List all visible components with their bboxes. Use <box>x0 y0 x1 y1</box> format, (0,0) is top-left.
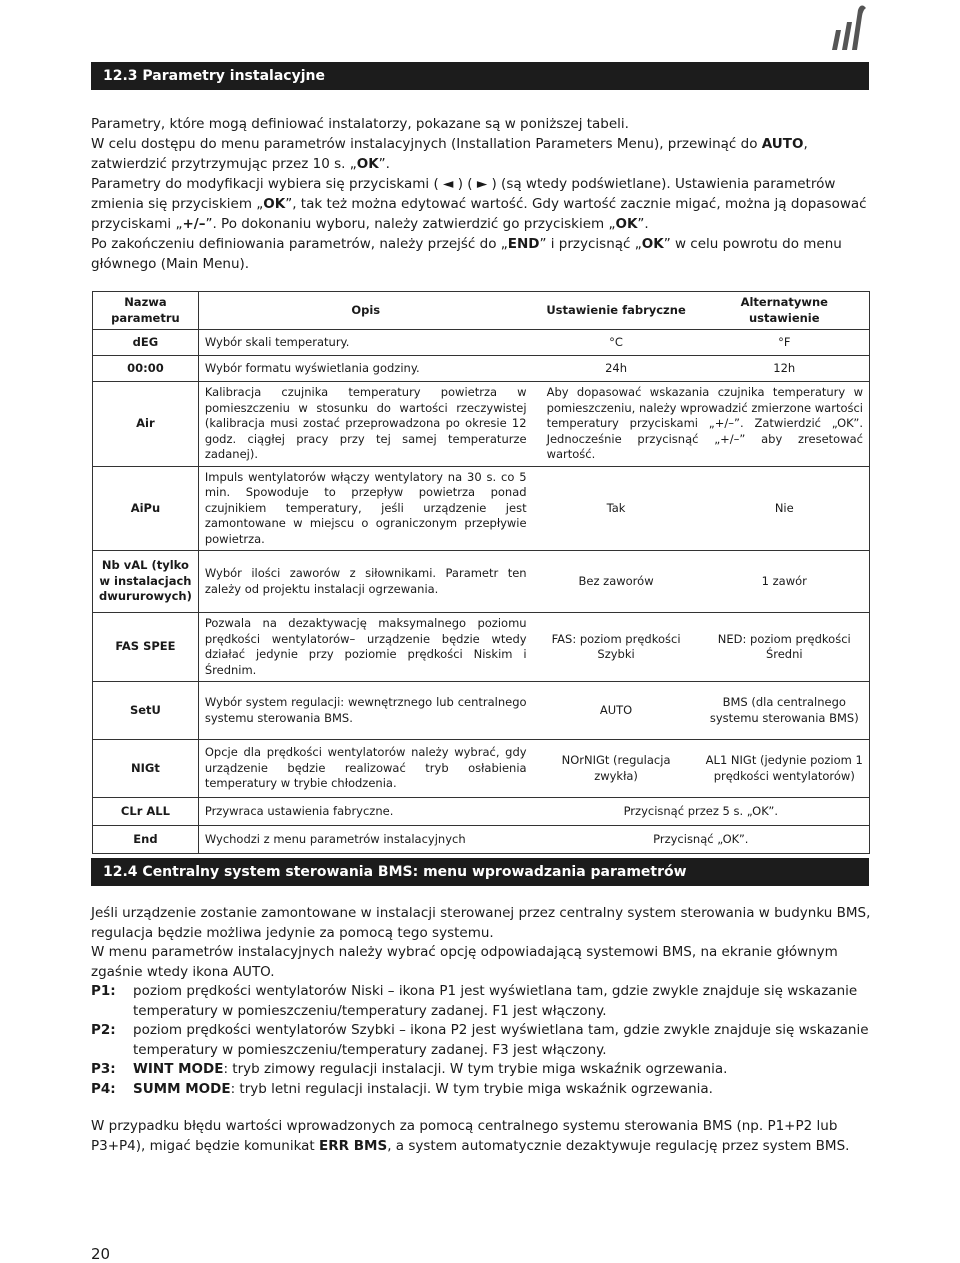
param-name: 00:00 <box>93 356 199 382</box>
bms-paragraph-2: W menu parametrów instalacyjnych należy wybrać opcję odpowiadającą systemowi BMS, na ekranie głównym zgaśnie wtedy ikona AUTO. <box>91 944 838 980</box>
bms-mode-text: SUMM MODE: tryb letni regulacji instalacji. W tym trybie miga wskaźnik ogrzewania. <box>133 1080 713 1097</box>
param-alternative-setting: NED: poziom prędkości Średni <box>700 613 870 682</box>
table-header-row <box>93 292 870 330</box>
bms-mode-label: P3: <box>91 1061 116 1077</box>
param-alternative-setting: 1 zawór <box>700 551 870 613</box>
param-name: dEG <box>93 330 199 356</box>
param-setting-note: Przycisnąć „OK”. <box>533 826 870 854</box>
param-alternative-setting: °F <box>700 330 870 356</box>
table-row <box>93 356 870 382</box>
bms-mode-label: P4: <box>91 1080 116 1097</box>
table-row <box>93 613 870 682</box>
section-title-bms: 12.4 Centralny system sterowania BMS: menu wprowadzania parametrów <box>91 858 869 886</box>
param-name: Air <box>93 382 199 467</box>
param-description: Kalibracja czujnika temperatury powietrza w pomieszczeniu w stosunku do wartości rzeczywistej (kalibracja musi zostać przeprowadzona po okresie 12 godz. ciągłej pracy przy tej samej temperaturze zadanej). <box>198 382 532 467</box>
bms-mode-item <box>91 1060 871 1080</box>
bms-mode-item <box>91 1080 871 1100</box>
param-alternative-setting: Nie <box>700 466 870 551</box>
param-name: AiPu <box>93 466 199 551</box>
header-alternative: Alternatywne ustawienie <box>700 292 870 330</box>
table-row <box>93 798 870 826</box>
param-factory-setting: NOrNIGt (regulacja zwykła) <box>533 740 700 798</box>
param-factory-setting: FAS: poziom prędkości Szybki <box>533 613 700 682</box>
page-number: 20 <box>91 1245 111 1263</box>
brand-stripes-logo <box>830 2 870 52</box>
param-factory-setting: °C <box>533 330 700 356</box>
header-factory: Ustawienie fabryczne <box>533 292 700 330</box>
param-description: Wybór system regulacji: wewnętrznego lub centralnego systemu sterowania BMS. <box>198 682 532 740</box>
param-name: CLr ALL <box>93 798 199 826</box>
intro-paragraph-4: Po zakończeniu definiowania parametrów, należy przejść do „END” i przycisnąć „OK” w celu powrotu do menu głównego (Main Menu). <box>91 236 842 272</box>
param-name: Nb vAL (tylko w instalacjach dwururowych) <box>93 551 199 613</box>
table-row <box>93 682 870 740</box>
param-name: FAS SPEE <box>93 613 199 682</box>
param-description: Przywraca ustawienia fabryczne. <box>198 798 532 826</box>
param-description: Wybór ilości zaworów z siłownikami. Parametr ten zależy od projektu instalacji ogrzewania. <box>198 551 532 613</box>
param-alternative-setting: 12h <box>700 356 870 382</box>
bms-mode-text: poziom prędkości wentylatorów Szybki – ikona P2 jest wyświetlana tam, gdzie zwykle znajduje się wskazanie temperatury w pomieszczeniu/temperatury zadanej. F3 jest włączony. <box>133 1022 869 1058</box>
param-factory-setting: Tak <box>533 466 700 551</box>
param-setting-note: Przycisnąć przez 5 s. „OK”. <box>533 798 870 826</box>
param-factory-setting: Bez zaworów <box>533 551 700 613</box>
param-description: Pozwala na dezaktywację maksymalnego poziomu prędkości wentylatorów– urządzenie będzie wtedy działać jedynie przy poziomie prędkości Niskim i Średnim. <box>198 613 532 682</box>
bms-paragraph-3: W przypadku błędu wartości wprowadzonych za pomocą centralnego systemu sterowania BMS (np. P1+P2 lub P3+P4), migać będzie komunikat ERR BMS, a system automatycznie dezaktywuje regulację przez system BMS. <box>91 1118 850 1154</box>
param-alternative-setting: BMS (dla centralnego systemu sterowania BMS) <box>700 682 870 740</box>
intro-paragraph-2: W celu dostępu do menu parametrów instalacyjnych (Installation Parameters Menu), przewinąć do AUTO, zatwierdzić przytrzymując przez 10 s. „OK”. <box>91 136 808 172</box>
param-name: NIGt <box>93 740 199 798</box>
section-title-installation-params: 12.3 Parametry instalacyjne <box>91 62 869 90</box>
table-row <box>93 826 870 854</box>
param-description: Impuls wentylatorów włączy wentylatory na 30 s. co 5 min. Spowoduje to przepływ powietrza ponad czujnikiem temperatury, jeśli urządzenie jest zamontowane w miejscu o ograniczonym przepływie powietrza. <box>198 466 532 551</box>
param-factory-setting: AUTO <box>533 682 700 740</box>
bms-mode-item <box>91 1021 871 1060</box>
table-row <box>93 740 870 798</box>
bms-mode-label: P2: <box>91 1022 116 1038</box>
param-description: Wychodzi z menu parametrów instalacyjnych <box>198 826 532 854</box>
intro-paragraph-3: Parametry do modyfikacji wybiera się przyciskami ( ◄ ) ( ► ) (są wtedy podświetlane). Ustawienia parametrów zmienia się przyciskiem „OK”, tak też można edytować wartość. Gdy wartość zacznie migać, można ją dopasować przyciskami „+/–”. Po dokonaniu wyboru, należy zatwierdzić go przyciskiem „OK”. <box>91 176 867 232</box>
bms-mode-label: P1: <box>91 983 116 999</box>
param-description: Opcje dla prędkości wentylatorów należy wybrać, gdy urządzenie będzie realizować tryb osłabienia temperatury w trybie chłodzenia. <box>198 740 532 798</box>
param-name: End <box>93 826 199 854</box>
table-row <box>93 330 870 356</box>
param-description: Wybór skali temperatury. <box>198 330 532 356</box>
bms-mode-text: WINT MODE: tryb zimowy regulacji instalacji. W tym trybie miga wskaźnik ogrzewania. <box>133 1061 728 1077</box>
param-description: Wybór formatu wyświetlania godziny. <box>198 356 532 382</box>
table-row <box>93 466 870 551</box>
param-alternative-setting: AL1 NIGt (jedynie poziom 1 prędkości wentylatorów) <box>700 740 870 798</box>
parameters-table <box>92 291 870 854</box>
header-name: Nazwa parametru <box>93 292 199 330</box>
table-row <box>93 551 870 613</box>
param-setting-note: Aby dopasować wskazania czujnika temperatury w pomieszczeniu, należy wprowadzić zmierzone wartości temperatury przyciskami „+/–”. Zatwierdzić „OK”. Jednocześnie przycisnąć „+/–” aby zresetować wartość. <box>533 382 870 467</box>
bms-mode-item <box>91 982 871 1021</box>
bms-mode-text: poziom prędkości wentylatorów Niski – ikona P1 jest wyświetlana tam, gdzie zwykle znajduje się wskazanie temperatury w pomieszczeniu/temperatury zadanej. F1 jest włączony. <box>133 983 858 1019</box>
param-factory-setting: 24h <box>533 356 700 382</box>
header-description: Opis <box>198 292 532 330</box>
intro-paragraph-1: Parametry, które mogą definiować instalatorzy, pokazane są w poniższej tabeli. <box>91 116 629 132</box>
intro-text <box>91 114 871 274</box>
bms-text <box>91 904 871 1156</box>
bms-paragraph-1: Jeśli urządzenie zostanie zamontowane w instalacji sterowanej przez centralny system sterowania w budynku BMS, regulacja będzie możliwa jedynie za pomocą tego systemu. <box>91 905 871 941</box>
table-row <box>93 382 870 467</box>
param-name: SetU <box>93 682 199 740</box>
